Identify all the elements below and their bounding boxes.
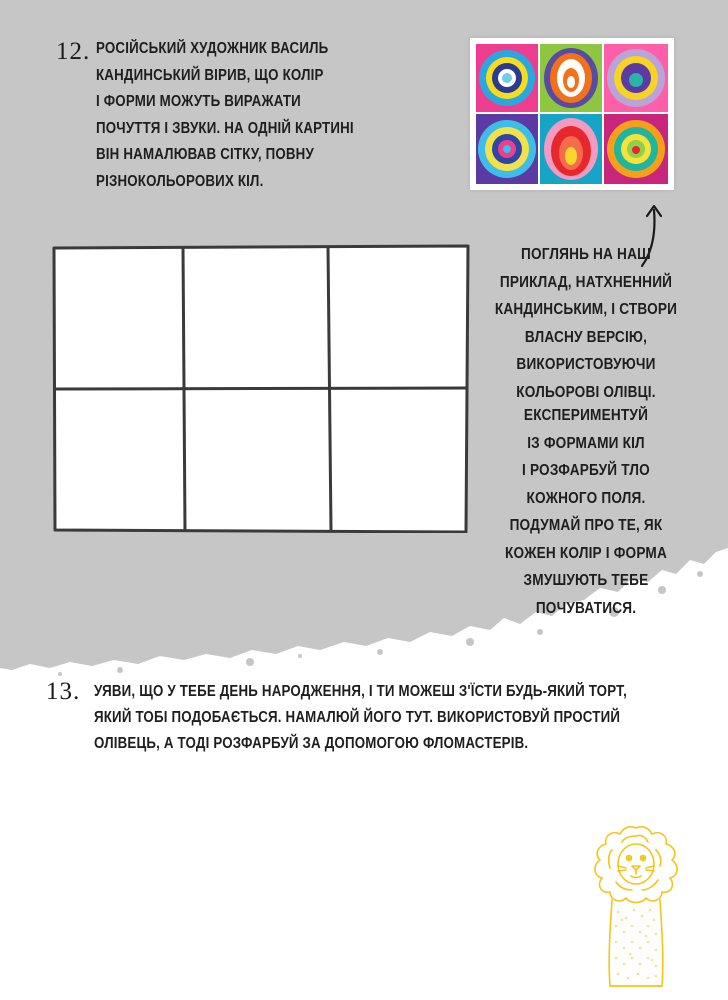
grid-cell[interactable]	[332, 391, 465, 529]
instruction-line: КОЛЬОРОВІ ОЛІВЦІ.	[516, 383, 656, 401]
grid-cell[interactable]	[56, 249, 182, 387]
experiment-line: ЗМУШУЮТЬ ТЕБЕ	[523, 572, 649, 589]
instruction-line: КАНДИНСЬКИМ, І СТВОРИ	[494, 301, 678, 318]
experiment-line: ЕКСПЕРИМЕНТУЙ	[523, 407, 649, 424]
experiment-line: КОЖНОГО ПОЛЯ.	[526, 489, 646, 507]
kandinsky-example-image	[470, 38, 674, 190]
kandinsky-color-study-illustration	[470, 38, 674, 190]
task-13-line: ОЛІВЕЦЬ, А ТОДІ РОЗФАРБУЙ ЗА ДОПОМОГОЮ ФЛОМАСТЕРІВ.	[94, 735, 529, 752]
task-12-experiment	[489, 402, 683, 622]
lion-doodle-icon	[586, 820, 686, 990]
task-13-line: ЯКИЙ ТОБІ ПОДОБАЄТЬСЯ. НАМАЛЮЙ ЙОГО ТУТ. ВИКОРИСТОВУЙ ПРОСТИЙ	[94, 709, 621, 726]
drawing-grid[interactable]	[50, 243, 470, 533]
experiment-line: КОЖЕН КОЛІР І ФОРМА	[505, 544, 667, 562]
task-12-number: 12.	[56, 38, 91, 65]
intro-line: І ФОРМИ МОЖУТЬ ВИРАЖАТИ	[96, 93, 301, 110]
experiment-line: ПОЧУВАТИСЯ.	[535, 599, 637, 617]
grid-cell[interactable]	[332, 249, 465, 387]
instruction-line: ПОГЛЯНЬ НА НАШ	[521, 246, 651, 263]
experiment-line: І РОЗФАРБУЙ ТЛО	[522, 462, 650, 479]
intro-line: РОСІЙСЬКИЙ ХУДОЖНИК ВАСИЛЬ	[96, 40, 329, 57]
intro-line: КАНДИНСЬКИЙ ВІРИВ, ЩО КОЛІР	[96, 66, 324, 84]
grid-cell[interactable]	[186, 391, 327, 529]
experiment-line: ІЗ ФОРМАМИ КІЛ	[527, 434, 645, 452]
cake-drawing-area[interactable]	[40, 770, 580, 990]
grid-cell[interactable]	[56, 391, 182, 529]
experiment-line: ПОДУМАЙ ПРО ТЕ, ЯК	[509, 517, 663, 534]
intro-line: ВІН НАМАЛЮВАВ СІТКУ, ПОВНУ	[96, 146, 314, 163]
instruction-line: ПРИКЛАД, НАТХНЕННИЙ	[499, 273, 673, 291]
intro-line: ПОЧУТТЯ І ЗВУКИ. НА ОДНІЙ КАРТИНІ	[96, 119, 354, 137]
task-13-line: УЯВИ, ЩО У ТЕБЕ ДЕНЬ НАРОДЖЕННЯ, І ТИ МОЖЕШ З'ЇСТИ БУДЬ-ЯКИЙ ТОРТ,	[94, 683, 627, 700]
instruction-line: ВЛАСНУ ВЕРСІЮ,	[524, 328, 648, 346]
task-12-instructions	[489, 241, 683, 406]
intro-line: РІЗНОКОЛЬОРОВИХ КІЛ.	[96, 172, 264, 190]
task-12-intro	[96, 36, 354, 195]
instruction-line: ВИКОРИСТОВУЮЧИ	[516, 356, 656, 373]
task-13-number: 13.	[46, 678, 81, 705]
task-13-text	[94, 679, 627, 757]
grid-cell[interactable]	[186, 249, 327, 387]
